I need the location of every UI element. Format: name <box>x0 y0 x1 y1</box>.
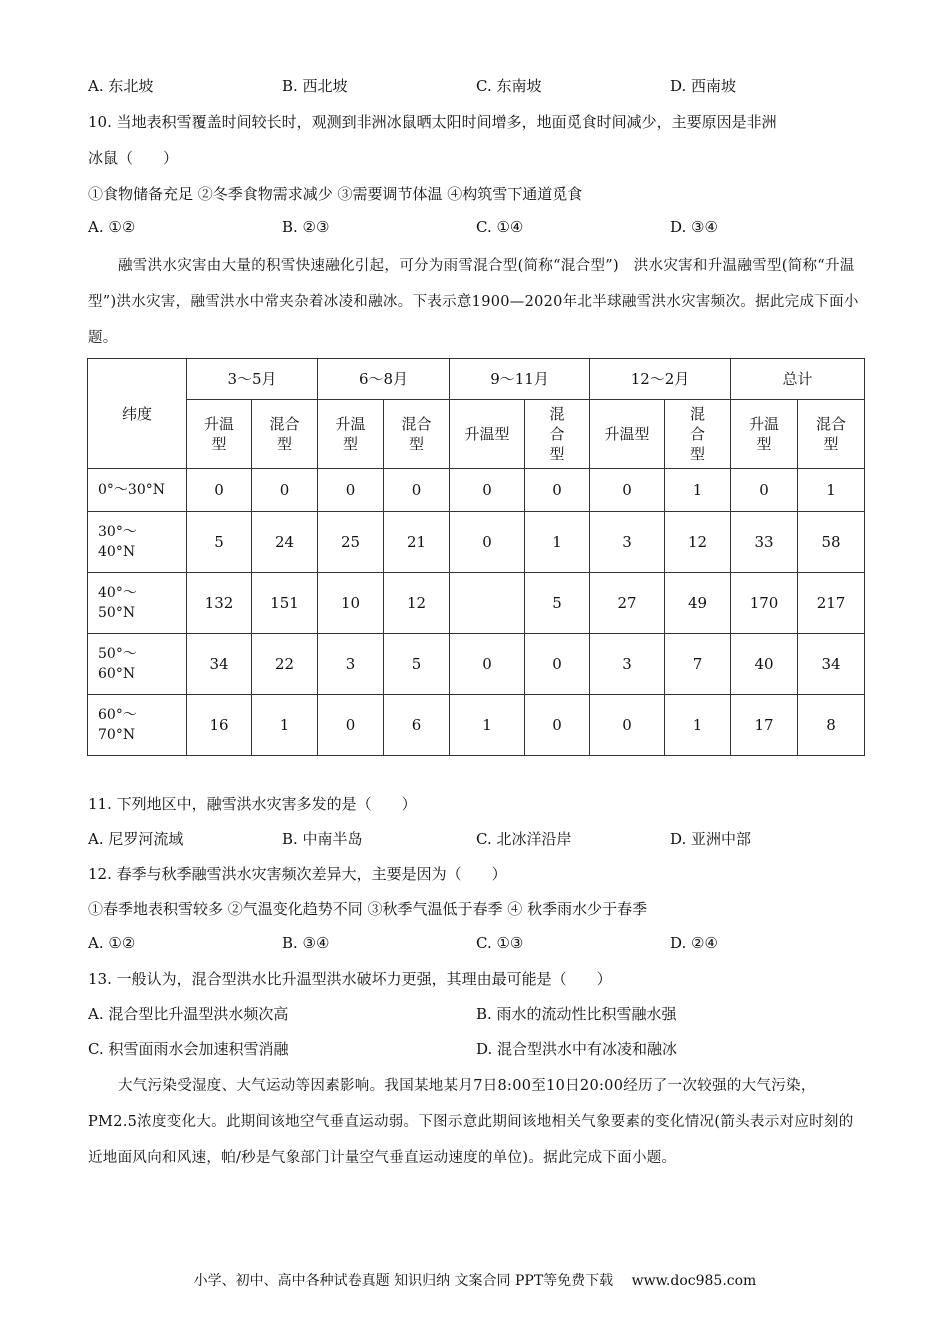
header-latitude: 纬度 <box>88 359 187 469</box>
table-cell: 0 <box>525 634 590 695</box>
q12-option-b: B. ③④ <box>282 934 330 952</box>
table-cell: 6 <box>384 695 450 756</box>
sub-header: 混合型 <box>384 400 450 469</box>
table-cell: 0 <box>384 469 450 512</box>
table-cell: 5 <box>187 512 252 573</box>
table-cell: 1 <box>665 695 731 756</box>
sub-header: 升温型 <box>187 400 252 469</box>
header-season-spring: 3～5月 <box>187 359 318 400</box>
table-cell: 24 <box>252 512 318 573</box>
passage-air-pollution: 大气污染受湿度、大气运动等因素影响。我国某地某月7日8:00至10日20:00经历了一次较强的大气污染，PM2.5浓度变化大。此期间该地空气垂直运动弱。下图示意此期间该地相关气象要素的变化情况(箭头表示对应时刻的近地面风向和风速，帕/秒是气象部门计量空气垂直运动速度的单位)。据此完成下面小题。 <box>88 1078 854 1166</box>
q12-statements: ①春季地表积雪较多 ②气温变化趋势不同 ③秋季气温低于春季 ④ 秋季雨水少于春季 <box>88 900 648 918</box>
table-cell: 58 <box>798 512 865 573</box>
table-cell: 0 <box>450 634 525 695</box>
table-cell: 34 <box>187 634 252 695</box>
q11-option-c: C. 北冰洋沿岸 <box>476 830 572 848</box>
table-row <box>88 695 865 756</box>
q9-option-c: C. 东南坡 <box>476 77 542 95</box>
q12-option-a: A. ①② <box>88 934 136 952</box>
q11-option-d: D. 亚洲中部 <box>670 830 752 848</box>
table-cell: 0 <box>590 469 665 512</box>
q10-statements: ①食物储备充足 ②冬季食物需求减少 ③需要调节体温 ④构筑雪下通道觅食 <box>88 185 583 203</box>
q12-option-d: D. ②④ <box>670 934 718 952</box>
table-cell: 0 <box>525 695 590 756</box>
table-cell: 5 <box>525 573 590 634</box>
table-cell: 27 <box>590 573 665 634</box>
header-season-summer: 6～8月 <box>318 359 450 400</box>
q11-option-a: A. 尼罗河流域 <box>88 830 184 848</box>
table-cell: 12 <box>384 573 450 634</box>
table-cell: 1 <box>252 695 318 756</box>
q13-option-a: A. 混合型比升温型洪水频次高 <box>88 1005 289 1023</box>
sub-header: 混合型 <box>798 400 865 469</box>
q9-option-b: B. 西北坡 <box>282 77 348 95</box>
table-cell: 0 <box>590 695 665 756</box>
sub-header: 升温型 <box>318 400 384 469</box>
table-row <box>88 469 865 512</box>
header-total: 总计 <box>731 359 865 400</box>
table-cell: 151 <box>252 573 318 634</box>
table-cell: 10 <box>318 573 384 634</box>
latitude-cell: 30°～40°N <box>88 512 187 573</box>
q11-stem: 11. 下列地区中，融雪洪水灾害多发的是（ ） <box>88 795 417 813</box>
table-cell: 170 <box>731 573 798 634</box>
header-season-autumn: 9～11月 <box>450 359 590 400</box>
table-cell: 0 <box>318 469 384 512</box>
sub-header: 混合型 <box>665 400 731 469</box>
q13-option-d: D. 混合型洪水中有冰凌和融冰 <box>476 1040 678 1058</box>
table-cell: 12 <box>665 512 731 573</box>
table-cell: 0 <box>252 469 318 512</box>
passage-snowmelt-flood: 融雪洪水灾害由大量的积雪快速融化引起，可分为雨雪混合型(简称“混合型”) 洪水灾害和升温融雪型(简称“升温型”)洪水灾害，融雪洪水中常夹杂着冰凌和融冰。下表示意1900—2020年北半球融雪洪水灾害频次。据此完成下面小题。 <box>88 258 859 346</box>
table-cell: 1 <box>450 695 525 756</box>
page-footer: 小学、初中、高中各种试卷真题 知识归纳 文案合同 PPT等免费下载 www.doc985.com <box>193 1273 757 1289</box>
table-cell: 0 <box>525 469 590 512</box>
table-cell: 1 <box>665 469 731 512</box>
table-cell: 17 <box>731 695 798 756</box>
table-cell: 0 <box>318 695 384 756</box>
q11-option-b: B. 中南半岛 <box>282 830 363 848</box>
table-cell: 0 <box>450 512 525 573</box>
latitude-cell: 60°～70°N <box>88 695 187 756</box>
table-cell: 8 <box>798 695 865 756</box>
table-cell: 0 <box>731 469 798 512</box>
q10-option-c: C. ①④ <box>476 218 524 236</box>
q13-option-c: C. 积雪面雨水会加速积雪消融 <box>88 1040 289 1058</box>
sub-header: 升温型 <box>590 400 665 469</box>
q9-option-d: D. 西南坡 <box>670 77 737 95</box>
latitude-cell: 50°～60°N <box>88 634 187 695</box>
q13-option-b: B. 雨水的流动性比积雪融水强 <box>476 1005 677 1023</box>
table-cell <box>450 573 525 634</box>
sub-header: 升温型 <box>450 400 525 469</box>
q10-option-a: A. ①② <box>88 218 136 236</box>
table-cell: 25 <box>318 512 384 573</box>
table-row <box>88 573 865 634</box>
q12-option-c: C. ①③ <box>476 934 524 952</box>
latitude-cell: 0°～30°N <box>88 469 187 512</box>
table-cell: 1 <box>525 512 590 573</box>
q12-stem: 12. 春季与秋季融雪洪水灾害频次差异大，主要是因为（ ） <box>88 865 507 883</box>
table-cell: 21 <box>384 512 450 573</box>
header-season-winter: 12～2月 <box>590 359 731 400</box>
table-cell: 16 <box>187 695 252 756</box>
table-row <box>88 634 865 695</box>
q13-stem: 13. 一般认为，混合型洪水比升温型洪水破坏力更强，其理由最可能是（ ） <box>88 970 612 988</box>
snowmelt-flood-table <box>87 358 865 756</box>
sub-header-row <box>88 400 865 469</box>
table-cell: 49 <box>665 573 731 634</box>
sub-header: 混合型 <box>252 400 318 469</box>
table-cell: 40 <box>731 634 798 695</box>
table-cell: 0 <box>187 469 252 512</box>
table-cell: 5 <box>384 634 450 695</box>
table-cell: 3 <box>590 512 665 573</box>
latitude-cell: 40°～50°N <box>88 573 187 634</box>
table-cell: 132 <box>187 573 252 634</box>
table-cell: 217 <box>798 573 865 634</box>
table-cell: 3 <box>318 634 384 695</box>
table-cell: 3 <box>590 634 665 695</box>
q10-stem-line1: 10. 当地表积雪覆盖时间较长时，观测到非洲冰鼠晒太阳时间增多，地面觅食时间减少，主要原因是非洲 <box>88 113 777 131</box>
sub-header: 混合型 <box>525 400 590 469</box>
sub-header: 升温型 <box>731 400 798 469</box>
q10-option-b: B. ②③ <box>282 218 330 236</box>
table-cell: 0 <box>450 469 525 512</box>
table-cell: 1 <box>798 469 865 512</box>
table-cell: 34 <box>798 634 865 695</box>
q10-stem-line2: 冰鼠（ ） <box>88 149 179 167</box>
q9-option-a: A. 东北坡 <box>88 77 154 95</box>
table-cell: 33 <box>731 512 798 573</box>
table-cell: 7 <box>665 634 731 695</box>
table-cell: 22 <box>252 634 318 695</box>
table-row <box>88 512 865 573</box>
q10-option-d: D. ③④ <box>670 218 718 236</box>
